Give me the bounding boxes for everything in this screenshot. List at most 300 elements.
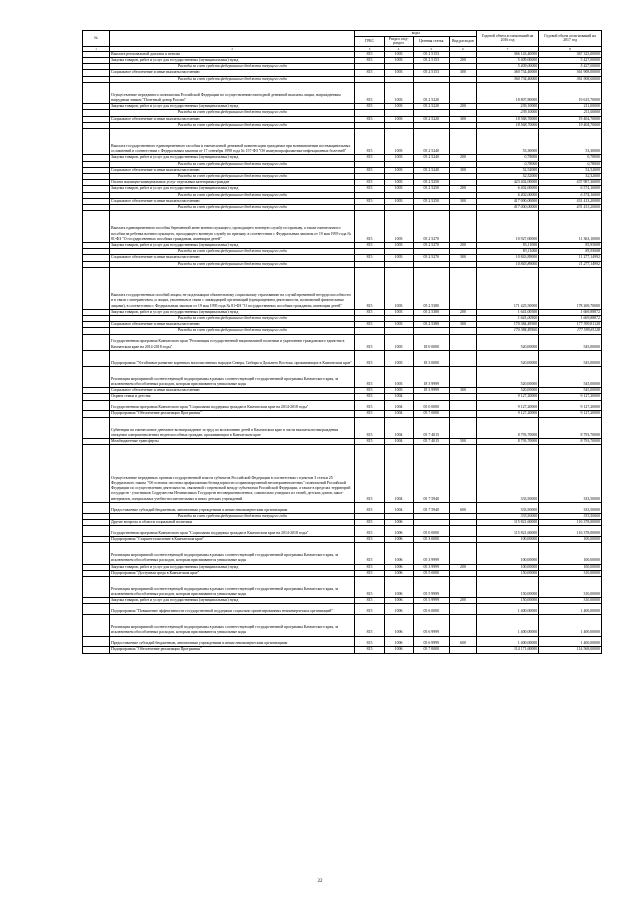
cell-name: Государственная программа Камчатского края "Социальная поддержка граждан в Камчатском крае на 2014-2018 годы"	[109, 526, 354, 537]
table-row	[83, 400, 602, 411]
cell-csr: 05 2 5153	[413, 51, 449, 57]
cell-y2017: 545,00000	[539, 366, 602, 387]
cell-grbs: 815	[355, 445, 384, 503]
cell-y2017: 310,00000	[539, 576, 602, 597]
cell-grbs: 815	[355, 394, 384, 400]
cell-vr: 300	[449, 116, 476, 122]
table-row	[83, 334, 602, 350]
cell-y2016: 10 927,00000	[476, 211, 538, 243]
cell-csr: 05 0 0000	[413, 526, 449, 537]
cell-y2017: 1 400,00000	[539, 604, 602, 615]
cell-csr: 05 5 9999	[413, 576, 449, 597]
cell-y2017: 52,52000	[539, 167, 602, 173]
cell-name: Реализация мероприятий соответствующей подпрограммы в рамках соответствующей государственной программы Камчатского края, за исключением обособленных расходов, которым присваиваются уникальные коды	[109, 366, 354, 387]
cell-csr: 05 7 5940	[413, 502, 449, 513]
cell-vr: 300	[449, 167, 476, 173]
cell-y2017: 545,00000	[539, 388, 602, 394]
cell-razdel: 1006	[384, 598, 413, 604]
cell-y2016: 100,00000	[476, 537, 538, 543]
colnum: 5	[413, 46, 449, 51]
cell-y2017: 9 127,20000	[539, 394, 602, 400]
cell-grbs: 815	[355, 537, 384, 543]
cell-grbs: 815	[355, 128, 384, 155]
cell-y2016: 52,52000	[476, 167, 538, 173]
cell-grbs: 815	[355, 116, 384, 122]
cell-razdel: 1003	[384, 198, 413, 204]
cell-csr: 05 6 9999	[413, 615, 449, 636]
cell-csr: 05 5 9999	[413, 598, 449, 604]
cell-y2016: 333,50000	[476, 502, 538, 513]
cell-grbs: 815	[355, 70, 384, 76]
cell-vr: 500	[449, 438, 476, 444]
cell-vr	[449, 445, 476, 503]
cell-vr	[449, 211, 476, 243]
cell-name: Субвенции на ежемесячное денежное вознаграждение за труд по воспитанию детей в Камчатском крае в части выплаты вознаграждения опекунам совершеннолетних недееспособных граждан, проживающим в Камчатском крае	[109, 417, 354, 438]
cell-y2017: 100,00000	[539, 543, 602, 564]
cell-y2017: 1 669,88872	[539, 309, 602, 315]
cell-name: Расходы за счет средств федерального бюджета текущего года	[109, 328, 354, 334]
cell-num	[83, 615, 110, 636]
cell-grbs: 815	[355, 309, 384, 315]
cell-num	[83, 267, 110, 309]
header-name	[109, 31, 354, 47]
table-row	[83, 350, 602, 366]
cell-name: Реализация мероприятий соответствующей подпрограммы в рамках соответствующей государственной программы Камчатского края, за исключением обособленных расходов, которым присваиваются уникальные коды	[109, 615, 354, 636]
colnum: 2	[109, 46, 354, 51]
cell-name: Социальное обеспечение и иные выплаты населению	[109, 167, 354, 173]
cell-grbs: 815	[355, 334, 384, 350]
cell-y2016: 9 127,20000	[476, 400, 538, 411]
cell-name: Выплата единовременного пособия беременной жене военнослужащего, проходящего военную службу по призыву, а также ежемесячного пособия на ребенка военнослужащего, проходящего военную службу по призыву, в соответствии с Федеральным законом от 19 мая 1995 года № 81-ФЗ "О государственных пособиях гражданам, имеющим детей"	[109, 211, 354, 243]
cell-y2016: 520,00000	[476, 350, 538, 366]
cell-y2016: 53,30000	[476, 128, 538, 155]
cell-grbs: 815	[355, 636, 384, 647]
cell-csr: 05 2 5270	[413, 211, 449, 243]
cell-csr: 18 3 0000	[413, 350, 449, 366]
cell-razdel: 1006	[384, 526, 413, 537]
cell-name: Межбюджетные трансферты	[109, 438, 354, 444]
cell-razdel: 1003	[384, 70, 413, 76]
cell-grbs: 815	[355, 417, 384, 438]
cell-csr: 05 2 5153	[413, 70, 449, 76]
cell-razdel: 1003	[384, 51, 413, 57]
cell-vr	[449, 647, 476, 653]
cell-grbs: 815	[355, 388, 384, 394]
colnum: 1	[83, 46, 110, 51]
cell-grbs: 815	[355, 57, 384, 63]
cell-csr: 18 0 0000	[413, 334, 449, 350]
cell-name: Расходы за счет средств федерального бюджета текущего года	[109, 110, 354, 116]
cell-grbs: 815	[355, 267, 384, 309]
colnum: 3	[355, 46, 384, 51]
cell-vr	[449, 526, 476, 537]
cell-y2016: 520,00000	[476, 366, 538, 387]
cell-name: Закупка товаров, работ и услуг для государственных (муниципальных) нужд	[109, 104, 354, 110]
cell-y2016: 333,50000	[476, 513, 538, 519]
cell-razdel: 1003	[384, 82, 413, 103]
header-y2016: Годовой объем ассигнований на 2016 год	[476, 31, 538, 47]
cell-y2016: 170 384,49500	[476, 322, 538, 328]
cell-y2017: 1 400,00000	[539, 615, 602, 636]
cell-razdel: 1006	[384, 564, 413, 570]
table-row	[83, 576, 602, 597]
cell-y2017: 9 127,20000	[539, 411, 602, 417]
cell-grbs: 815	[355, 411, 384, 417]
cell-grbs: 815	[355, 502, 384, 513]
cell-y2016: 417 000,00000	[476, 198, 538, 204]
cell-csr: 05 7 4015	[413, 438, 449, 444]
cell-grbs: 815	[355, 647, 384, 653]
cell-name: Выплата региональной доплаты к пенсии	[109, 51, 354, 57]
cell-num	[83, 334, 110, 350]
header-num: №	[83, 31, 110, 47]
cell-grbs: 815	[355, 570, 384, 576]
cell-name: Расходы за счет средств федерального бюджета текущего года	[109, 205, 354, 211]
cell-csr: 05 7 0000	[413, 411, 449, 417]
header-razdel: Раздел, под-раздел	[384, 36, 413, 46]
cell-name: Социальное обеспечение и иные выплаты населению	[109, 198, 354, 204]
cell-razdel: 1003	[384, 167, 413, 173]
cell-y2016: 18 568,70000	[476, 122, 538, 128]
cell-grbs: 815	[355, 255, 384, 261]
cell-y2016: 100,00000	[476, 564, 538, 570]
cell-vr: 600	[449, 636, 476, 647]
cell-y2016: 5 409,00000	[476, 64, 538, 70]
cell-name: Расходы за счет средств федерального бюджета текущего года	[109, 122, 354, 128]
cell-grbs: 815	[355, 400, 384, 411]
cell-y2017: 11 277,14992	[539, 255, 602, 261]
cell-vr: 300	[449, 388, 476, 394]
cell-y2017: 545,00000	[539, 350, 602, 366]
cell-name: Социальное обеспечение и иные выплаты населению	[109, 70, 354, 76]
cell-grbs: 815	[355, 350, 384, 366]
cell-name: Другие вопросы в области социальной политики	[109, 519, 354, 525]
cell-y2017: 6 574,16000	[539, 186, 602, 192]
cell-num	[83, 636, 110, 647]
cell-razdel: 1004	[384, 400, 413, 411]
cell-y2016: 0,78000	[476, 161, 538, 167]
table-row	[83, 543, 602, 564]
cell-y2017: 333,50000	[539, 513, 602, 519]
cell-y2017: 437 987,36000	[539, 180, 602, 186]
cell-name: Расходы за счет средств федерального бюджета текущего года	[109, 64, 354, 70]
cell-name: Закупка товаров, работ и услуг для государственных (муниципальных) нужд	[109, 57, 354, 63]
cell-vr	[449, 366, 476, 387]
cell-csr: 05 2 5270	[413, 255, 449, 261]
table-row	[83, 211, 602, 243]
cell-name: Закупка товаров, работ и услуг для государственных (муниципальных) нужд	[109, 309, 354, 315]
cell-grbs: 815	[355, 438, 384, 444]
cell-razdel: 1003	[384, 388, 413, 394]
cell-y2016: 417 000,00000	[476, 205, 538, 211]
cell-y2016: 10 843,89000	[476, 255, 538, 261]
cell-vr	[449, 576, 476, 597]
cell-vr: 200	[449, 598, 476, 604]
cell-y2016: 115 821,60000	[476, 519, 538, 525]
cell-grbs: 815	[355, 366, 384, 387]
cell-razdel: 1003	[384, 242, 413, 248]
cell-name: Закупка товаров, работ и услуг для государственных (муниципальных) нужд	[109, 598, 354, 604]
cell-y2017: 19 615,70000	[539, 82, 602, 103]
cell-y2016: 0,78000	[476, 155, 538, 161]
cell-grbs: 815	[355, 180, 384, 186]
cell-razdel: 1003	[384, 322, 413, 328]
table-row	[83, 647, 602, 653]
cell-csr: 05 2 5270	[413, 242, 449, 248]
cell-num	[83, 366, 110, 387]
page-number: 22	[317, 879, 323, 884]
cell-y2017: 6 574,16000	[539, 192, 602, 198]
cell-y2017: 1 669,88872	[539, 316, 602, 322]
table-row	[83, 604, 602, 615]
cell-grbs: 815	[355, 186, 384, 192]
cell-y2016: 1 641,00500	[476, 316, 538, 322]
cell-y2016: 5 409,00000	[476, 57, 538, 63]
cell-num	[83, 604, 110, 615]
cell-csr: 05 6 9999	[413, 636, 449, 647]
cell-grbs: 815	[355, 604, 384, 615]
cell-y2016: 150,00000	[476, 576, 538, 597]
cell-vr	[449, 128, 476, 155]
cell-y2017: 177 599,81128	[539, 322, 602, 328]
cell-y2017: 100,00000	[539, 537, 602, 543]
cell-vr: 200	[449, 309, 476, 315]
cell-y2017: 53,30000	[539, 128, 602, 155]
cell-grbs: 815	[355, 82, 384, 103]
cell-grbs: 815	[355, 519, 384, 525]
header-vr: Вид расходов	[449, 36, 476, 46]
cell-razdel: 1004	[384, 394, 413, 400]
cell-grbs: 815	[355, 564, 384, 570]
cell-y2016: 6 402,00000	[476, 192, 538, 198]
colnum: 8	[539, 46, 602, 51]
cell-y2017: 85,95008	[539, 249, 602, 255]
cell-razdel: 1006	[384, 537, 413, 543]
cell-y2017: 177 599,81128	[539, 328, 602, 334]
cell-num	[83, 211, 110, 243]
cell-csr: 05 2 5240	[413, 155, 449, 161]
cell-num	[83, 350, 110, 366]
cell-grbs: 815	[355, 322, 384, 328]
cell-razdel: 1004	[384, 417, 413, 438]
cell-razdel: 1003	[384, 57, 413, 63]
cell-num	[83, 400, 110, 411]
cell-razdel: 1003	[384, 116, 413, 122]
cell-grbs: 815	[355, 615, 384, 636]
cell-y2016: 423 402,00000	[476, 180, 538, 186]
cell-razdel: 1006	[384, 576, 413, 597]
cell-y2017: 114 568,00000	[539, 647, 602, 653]
table-row	[83, 128, 602, 155]
cell-name: Осуществление переданных органам государственной власти субъектов Российской Федерации в соответствии с пунктом 3 статьи 25 Федерального закона "Об основах системы профилактики безнадзорности и правонарушений несовершеннолетних" полномочий Российской Федерации по осуществлению деятельности, связанной с перевозкой между субъектами Российской Федерации, а также в пределах территорий государств - участников Содружества Независимых Государств несовершеннолетних, самовольно ушедших из семей, детских домов, школ-интернатов, специальных учебно-воспитательных и иных детских учреждений	[109, 445, 354, 503]
cell-vr: 200	[449, 242, 476, 248]
cell-razdel: 1004	[384, 445, 413, 503]
cell-vr: 300	[449, 322, 476, 328]
table-row	[83, 445, 602, 503]
cell-razdel: 1003	[384, 186, 413, 192]
cell-name: Расходы за счет средств федерального бюджета текущего года	[109, 261, 354, 267]
cell-y2016: 170 384,49500	[476, 328, 538, 334]
cell-y2017: 310,00000	[539, 598, 602, 604]
cell-grbs: 815	[355, 526, 384, 537]
cell-y2017: 9 127,20000	[539, 400, 602, 411]
cell-name: Оплата жилищно-коммунальных услуг отдельным категориям граждан	[109, 180, 354, 186]
cell-y2017: 333,50000	[539, 502, 602, 513]
cell-y2017: 361 908,00000	[539, 70, 602, 76]
cell-razdel: 1003	[384, 366, 413, 387]
cell-y2017: 5 427,00000	[539, 57, 602, 63]
cell-num	[83, 526, 110, 537]
cell-vr: 300	[449, 198, 476, 204]
cell-grbs: 815	[355, 598, 384, 604]
cell-y2017: 116 378,00000	[539, 519, 602, 525]
cell-razdel: 1003	[384, 104, 413, 110]
cell-name: Подпрограмма "Повышение эффективности государственной поддержки социально ориентированных некоммерческих организаций"	[109, 604, 354, 615]
cell-num	[83, 576, 110, 597]
cell-y2016: 9 127,20000	[476, 411, 538, 417]
cell-name: Закупка товаров, работ и услуг для государственных (муниципальных) нужд	[109, 155, 354, 161]
cell-name: Закупка товаров, работ и услуг для государственных (муниципальных) нужд	[109, 242, 354, 248]
table-row	[83, 267, 602, 309]
cell-razdel: 1003	[384, 350, 413, 366]
cell-y2016: 360 734,40000	[476, 76, 538, 82]
cell-y2016: 1 400,00000	[476, 615, 538, 636]
cell-grbs: 815	[355, 211, 384, 243]
cell-vr	[449, 350, 476, 366]
cell-vr	[449, 334, 476, 350]
cell-num	[83, 445, 110, 503]
cell-name: Государственная программа Камчатского края "Реализация государственной национальной политики и укрепление гражданского единства в Камчатском крае на 2014-2018 годы"	[109, 334, 354, 350]
header-y2017: Годовой объем ассигнований на 2017 год	[539, 31, 602, 47]
table-row	[83, 502, 602, 513]
cell-y2017: 8 793,70000	[539, 438, 602, 444]
cell-razdel: 1003	[384, 267, 413, 309]
cell-csr: 05 2 5380	[413, 309, 449, 315]
table-header-row	[83, 31, 602, 37]
header-csr: Целевая статья	[413, 36, 449, 46]
cell-y2017: 211,00000	[539, 104, 602, 110]
cell-csr: 05 2 5250	[413, 198, 449, 204]
cell-y2016: 83,11000	[476, 249, 538, 255]
cell-y2017: 211,00000	[539, 110, 602, 116]
cell-csr: 05 2 5250	[413, 180, 449, 186]
cell-y2017: 333,50000	[539, 445, 602, 503]
cell-y2016: 150,00000	[476, 570, 538, 576]
cell-name: Расходы за счет средств федерального бюджета текущего года	[109, 76, 354, 82]
cell-y2017: 19 404,70000	[539, 116, 602, 122]
cell-razdel: 1006	[384, 647, 413, 653]
cell-csr: 18 3 9999	[413, 366, 449, 387]
cell-num	[83, 417, 110, 438]
cell-razdel: 1003	[384, 128, 413, 155]
cell-num	[83, 502, 110, 513]
cell-name: Подпрограмма "Обеспечение реализации Программы"	[109, 647, 354, 653]
cell-csr: 05 3 0000	[413, 537, 449, 543]
cell-csr: 05 7 0000	[413, 647, 449, 653]
cell-y2016: 520,00000	[476, 388, 538, 394]
cell-y2016: 8 793,70000	[476, 438, 538, 444]
cell-name: Социальное обеспечение и иные выплаты населению	[109, 116, 354, 122]
cell-y2016: 6 402,00000	[476, 186, 538, 192]
cell-y2017: 367 325,00000	[539, 51, 602, 57]
cell-num	[83, 543, 110, 564]
cell-y2017: 11 277,14992	[539, 261, 602, 267]
cell-num	[83, 647, 110, 653]
cell-y2017: 431 413,20000	[539, 198, 602, 204]
cell-csr: 05 2 5380	[413, 322, 449, 328]
cell-csr: 05 2 5240	[413, 167, 449, 173]
header-grbs: ГРБС	[355, 36, 384, 46]
cell-y2017: 178 269,70000	[539, 267, 602, 309]
cell-y2016: 1 641,00500	[476, 309, 538, 315]
table-row	[83, 366, 602, 387]
cell-name: Подпрограмма "Доступная среда в Камчатском крае"	[109, 570, 354, 576]
cell-csr: 05 3 9999	[413, 543, 449, 564]
cell-vr	[449, 417, 476, 438]
cell-y2016: 8 793,70000	[476, 417, 538, 438]
cell-csr: 05 5 0000	[413, 570, 449, 576]
cell-name: Расходы за счет средств федерального бюджета текущего года	[109, 192, 354, 198]
cell-num	[83, 128, 110, 155]
cell-y2017: 0,78000	[539, 161, 602, 167]
cell-y2016: 520,00000	[476, 334, 538, 350]
cell-y2016: 10 843,89000	[476, 261, 538, 267]
cell-razdel: 1004	[384, 438, 413, 444]
cell-razdel: 1006	[384, 615, 413, 636]
cell-y2016: 18 807,80000	[476, 82, 538, 103]
cell-y2016: 239,10000	[476, 104, 538, 110]
cell-y2017: 52,52000	[539, 174, 602, 180]
cell-vr: 200	[449, 186, 476, 192]
cell-y2016: 239,10000	[476, 110, 538, 116]
cell-y2017: 100,00000	[539, 564, 602, 570]
cell-name: Охрана семьи и детства	[109, 394, 354, 400]
cell-y2017: 0,78000	[539, 155, 602, 161]
cell-vr: 200	[449, 564, 476, 570]
cell-vr	[449, 615, 476, 636]
cell-name: Выплата государственных пособий лицам, не подлежащим обязательному социальному страхованию на случай временной нетрудоспособности и в связи с материнством, и лицам, уволенным в связи с ликвидацией организаций (прекращением деятельности, полномочий физическими лицами), в соответствии с Федеральным законом от 19 мая 1995 года № 81-ФЗ "О государственных пособиях гражданам, имеющим детей"	[109, 267, 354, 309]
table-row	[83, 636, 602, 647]
cell-csr: 05 6 0000	[413, 604, 449, 615]
cell-name: Государственная программа Камчатского края "Социальная поддержка граждан в Камчатском крае на 2014-2018 годы"	[109, 400, 354, 411]
cell-name: Выплата государственного единовременного пособия и ежемесячной денежной компенсации гражданам при возникновении поствакцинальных осложнений в соответствии с Федеральным законом от 17 сентября 1998 года № 157-ФЗ "Об иммунопрофилактике инфекционных болезней"	[109, 128, 354, 155]
cell-name: Социальное обеспечение и иные выплаты населению	[109, 388, 354, 394]
cell-razdel: 1004	[384, 411, 413, 417]
cell-y2016: 150,00000	[476, 598, 538, 604]
cell-y2016: 100,00000	[476, 543, 538, 564]
table-row	[83, 526, 602, 537]
cell-name: Закупка товаров, работ и услуг для государственных (муниципальных) нужд	[109, 564, 354, 570]
colnum: 6	[449, 46, 476, 51]
cell-razdel: 1006	[384, 543, 413, 564]
cell-y2016: 18 568,70000	[476, 116, 538, 122]
cell-name: Реализация мероприятий соответствующей подпрограммы в рамках соответствующей государственной программы Камчатского края, за исключением обособленных расходов, которым присваиваются уникальные коды	[109, 543, 354, 564]
cell-y2016: 83,11000	[476, 242, 538, 248]
cell-grbs: 815	[355, 576, 384, 597]
cell-vr: 200	[449, 104, 476, 110]
cell-name: Расходы за счет средств федерального бюджета текущего года	[109, 513, 354, 519]
cell-name: Подпрограмма "Старшее поколение в Камчатском крае"	[109, 537, 354, 543]
cell-razdel: 1006	[384, 636, 413, 647]
cell-name: Расходы за счет средств федерального бюджета текущего года	[109, 316, 354, 322]
cell-csr: 05 2 5250	[413, 186, 449, 192]
cell-vr: 300	[449, 255, 476, 261]
cell-csr: 18 3 9999	[413, 388, 449, 394]
cell-razdel: 1006	[384, 604, 413, 615]
cell-y2017: 116 378,00000	[539, 526, 602, 537]
cell-csr: 05 3 9999	[413, 564, 449, 570]
cell-y2016: 171 425,50000	[476, 267, 538, 309]
